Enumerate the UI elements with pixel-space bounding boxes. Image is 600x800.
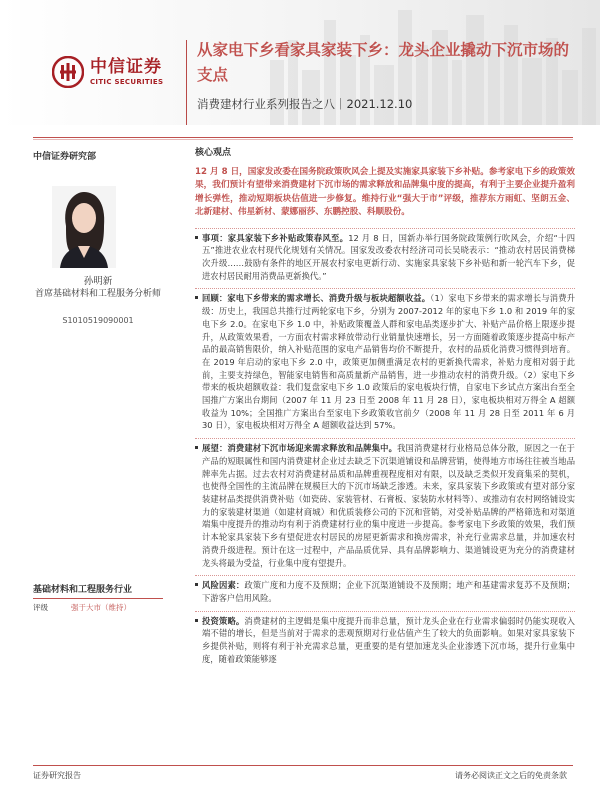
header-divider (186, 40, 187, 125)
main-content (195, 145, 575, 667)
section-lead: 投资策略。 (202, 615, 245, 626)
core-summary: 12 月 8 日，国家发改委在国务院政策吹风会上提及实施家具家装下乡补贴。参考家电下乡的政策效果，我们预计有望带来消费建材下沉市场的需求释放和品牌集中度的提高，有利于主要企业提升盈利增长弹性，推动短期板块估值进一步修复。维持行业“强大于市”评级，推荐东方雨虹、坚朗五金、北新建材、伟星新材、蒙娜丽莎、东鹏控股、科顺股份。 (195, 167, 575, 218)
section-text: 政策广度和力度不及预期；企业下沉渠道铺设不及预期；地产和基建需求复苏不及预期；下游客户信用风险。 (202, 580, 575, 603)
section-paragraph (202, 292, 575, 432)
section-risk (195, 575, 575, 606)
section-paragraph (202, 232, 575, 283)
top-rule (33, 137, 573, 138)
footer-rule (33, 765, 573, 766)
analyst-name: 孙明新 (83, 276, 113, 287)
section-event (195, 228, 575, 285)
brand-logo (52, 56, 163, 88)
brand-name-cn: 中信证券 (90, 57, 162, 77)
brand-name-en: CITIC SECURITIES (90, 78, 164, 86)
citic-emblem-icon (52, 56, 84, 88)
section-strategy (195, 611, 575, 668)
section-text: （1）家电下乡带来的需求增长与消费升级：历史上，我国总共推行过两轮家电下乡，分别为 2007-2012 年的家电下乡 1.0 和 2019 年的家电下乡 2.0。在家电下乡 1.0 中，补贴政策覆盖人群和家电品类逐步扩大、补贴产品价格上限逐步提升，从政策效果看，一方面农村需求释放带动行业销量快速增长，另一方面随着政策逐步提高中标产品的最高销售限价，纳入补贴范围的家电产品销售均价不断提升，农村的品质化消费习惯得到培育。在 2019 年启动的家电下乡 2.0 中，政策更加侧重满足农村的更新换代需求，补贴力度相对弱于此前，主要支持绿色，智能家电销售和高质量新产品销售，进一步推动农村的消费升级。（2）家电下乡带来的板块超额收益：我们复盘家电下乡 1.0 政策后的家电板块行情，自家电下乡试点方案出台至全国推广方案出台期间（2007 年 11 月 23 日至 2008 年 11 月 28 日），家电板块相对万得全 A 超额收益为 10%；全国推广方案出台至家电下乡政策收官前夕（2008 年 11 月 28 日至 2011 年 6 月 30 日），家电板块相对万得全 A 超额收益达到 57%。 (202, 293, 575, 431)
section-lead: 风险因素： (202, 580, 245, 591)
report-subtitle: 消费建材行业系列报告之八｜2021.12.10 (197, 97, 413, 111)
section-paragraph (202, 615, 575, 666)
industry-title: 基础材料和工程服务行业 (33, 582, 163, 599)
left-column (33, 145, 163, 168)
section-paragraph (202, 442, 575, 569)
analyst-photo (52, 186, 116, 268)
section-text: 我国消费建材行业格局总体分散，原因之一在于产品的短眼属性和国内消费建材企业过去缺乏下沉渠道铺设和品牌营销，使得地方市场往往被当地品牌率先占据。过去农村对消费建材品质和品牌重视程度相对有限，以及缺乏类似开发商集采的契机，也使得全国性的主流品牌在规模巨大的下沉市场缺乏渗透。未来，家具家装下乡政策或有望对部分家装建材品类提供消费补贴（如瓷砖、家装管材、石膏板、家装防水材料等）、或推动有农村网络铺设实力的家装建材渠道（如建材商城）和优质装修公司的下沉和营销，对受补贴品牌的严格筛选和对渠道端集中度提升的推动均有利于消费建材行业的集中度进一步提高。参考家电下乡政策的效果，我们预计本轮家具家装下乡有望促进农村居民的房屋更新需求和换房需求，补充行业需求总量，并加速农村消费升级进程。预计在这一过程中，产品品质优异、具有品牌影响力、渠道铺设更为充分的消费建材龙头将最为受益，行业集中度有望提升。 (202, 443, 575, 568)
rating-value: 强于大市（维持） (71, 603, 131, 612)
footer-report-type: 证券研究报告 (33, 771, 81, 780)
rating-row (33, 599, 163, 613)
research-org: 中信证券研究部 (33, 152, 97, 162)
section-lead: 展望：消费建材下沉市场迎来需求释放和品牌集中。 (202, 443, 398, 454)
section-text: 12 月 8 日，国新办举行国务院政策例行吹风会，介绍“十四五”推进农业农村现代化规划有关情况。国家发改委农村经济司司长吴晓表示：“推动农村居民消费梯次升级……鼓励有条件的地区开展农村家电更新行动、实施家具家装下乡补贴和新一轮汽车下乡，促进农村居民耐用消费品更新换代。” (202, 232, 575, 281)
section-lead: 事项：家具家装下乡补贴政策春风至。 (202, 232, 349, 243)
report-header (0, 0, 600, 125)
rating-label: 评级 (33, 603, 48, 612)
section-outlook (195, 438, 575, 571)
top-rule-secondary (33, 139, 573, 140)
analyst-title: 首席基础材料和工程服务分析师 (34, 289, 161, 299)
report-title: 从家电下乡看家具家装下乡：龙头企业撬动下沉市场的支点 (197, 41, 570, 84)
core-heading: 核心观点 (195, 148, 232, 158)
analyst-license-id: S1010519090001 (62, 316, 134, 325)
footer-disclaimer: 请务必阅读正文之后的免责条款 (455, 771, 567, 780)
section-review (195, 288, 575, 434)
industry-rating-box (33, 582, 163, 613)
section-lead: 回顾：家电下乡带来的需求增长、消费升级与板块超额收益。 (202, 293, 431, 304)
section-text: 消费建材的主逻辑是集中度提升而非总量，预计龙头企业在行业需求偏弱时仍能实现收入端不错的增长，但是当前对于需求的悲观预期对行业估值产生了较大的负面影响。如果对家具家装下乡提供补贴，则将有利于补充需求总量，更重要的是有望加速龙头企业渗透下沉市场，提升行业集中度，随着政策能够逐 (202, 615, 575, 664)
section-paragraph (202, 579, 575, 604)
